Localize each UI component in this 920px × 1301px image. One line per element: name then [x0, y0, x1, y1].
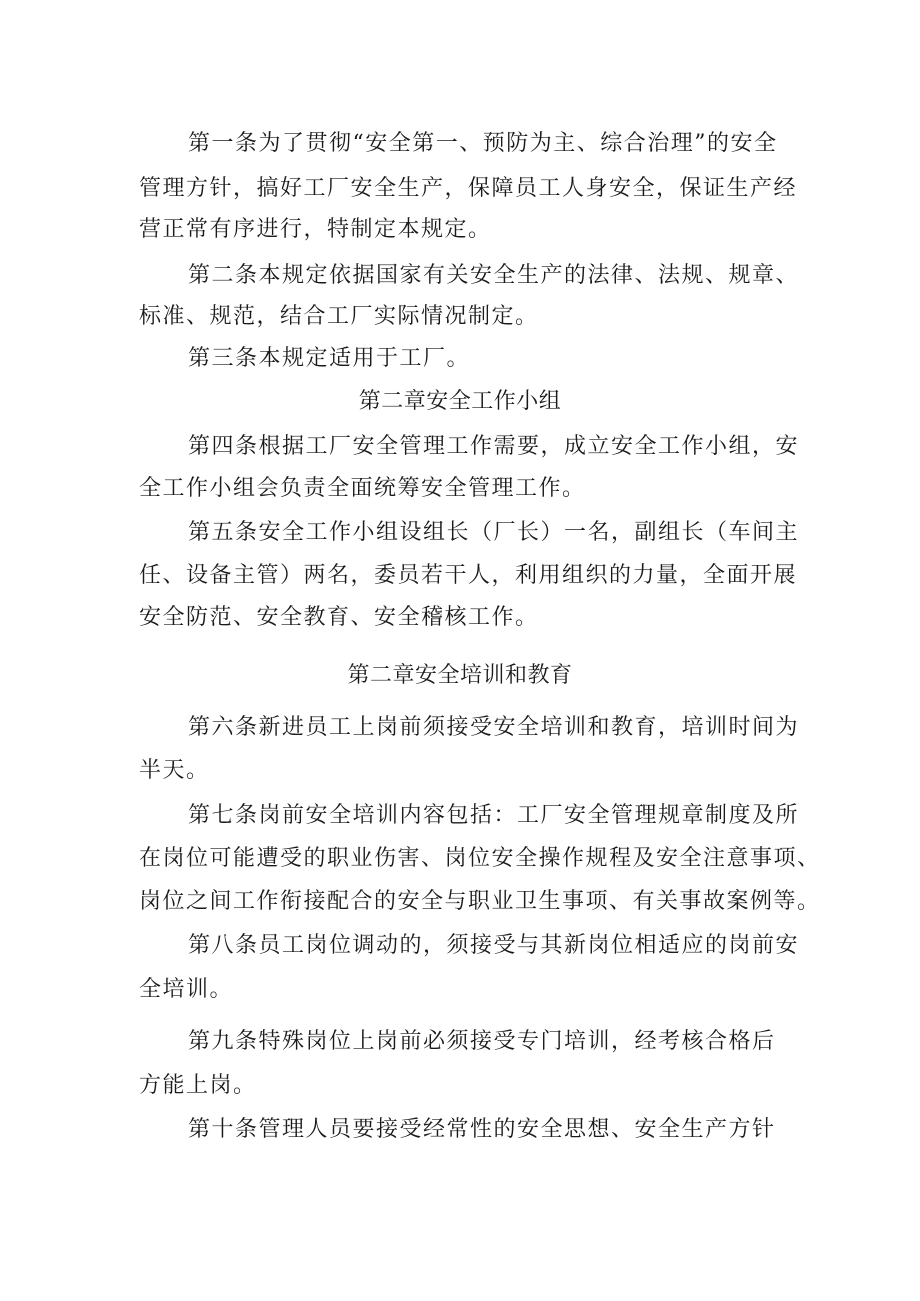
article-1-line-1: 第一条为了贯彻“安全第一、预防为主、综合治理”的安全 [188, 131, 778, 156]
article-3-line-1: 第三条本规定适用于工厂。 [188, 346, 471, 371]
article-5-line-2: 任、设备主管）两名，委员若干人，利用组织的力量，全面开展 [139, 563, 798, 588]
article-1-line-3: 营正常有序进行，特制定本规定。 [139, 217, 492, 242]
article-6-line-2: 半天。 [139, 758, 210, 783]
article-8-line-2: 全培训。 [139, 977, 234, 1002]
article-8-line-1: 第八条员工岗位调动的，须接受与其新岗位相适应的岗前安 [188, 933, 800, 958]
article-4-line-1: 第四条根据工厂安全管理工作需要，成立安全工作小组，安 [188, 434, 800, 459]
article-1-line-2: 管理方针，搞好工厂安全生产，保障员工人身安全，保证生产经 [139, 176, 798, 201]
chapter-heading-safety-group: 第二章安全工作小组 [358, 389, 562, 414]
chapter-heading-safety-training: 第二章安全培训和教育 [347, 663, 573, 688]
article-9-line-2: 方能上岗。 [139, 1073, 257, 1098]
article-5-line-3: 安全防范、安全教育、安全稽核工作。 [139, 605, 539, 630]
article-2-line-1: 第二条本规定依据国家有关安全生产的法律、法规、规章、 [188, 263, 800, 288]
article-4-line-2: 全工作小组会负责全面统筹安全管理工作。 [139, 476, 586, 501]
article-5-line-1: 第五条安全工作小组设组长（厂长）一名，副组长（车间主 [188, 520, 800, 545]
article-10-line-1: 第十条管理人员要接受经常性的安全思想、安全生产方针 [188, 1117, 776, 1142]
article-6-line-1: 第六条新进员工上岗前须接受安全培训和教育，培训时间为 [188, 715, 800, 740]
article-7-line-3: 岗位之间工作衔接配合的安全与职业卫生事项、有关事故案例等。 [139, 889, 821, 914]
article-7-line-1: 第七条岗前安全培训内容包括：工厂安全管理规章制度及所 [188, 803, 800, 828]
article-7-line-2: 在岗位可能遭受的职业伤害、岗位安全操作规程及安全注意事项、 [139, 846, 821, 871]
article-9-line-1: 第九条特殊岗位上岗前必须接受专门培训，经考核合格后 [188, 1029, 776, 1054]
article-2-line-2: 标准、规范，结合工厂实际情况制定。 [139, 304, 539, 329]
